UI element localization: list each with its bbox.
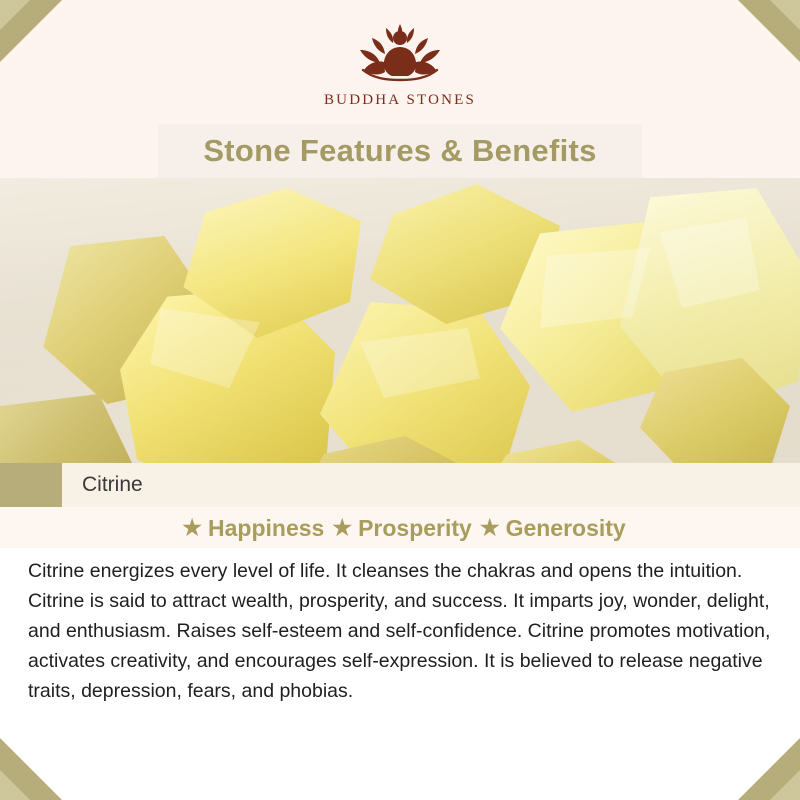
brand-header <box>0 18 800 109</box>
star-icon: ★ <box>182 515 202 540</box>
page-title: Stone Features & Benefits <box>203 133 597 168</box>
keyword-list <box>0 508 800 548</box>
name-bar-body <box>62 463 800 507</box>
keyword-label: Prosperity <box>358 514 472 541</box>
stone-name: Citrine <box>82 473 143 496</box>
stone-name-bar <box>0 463 800 507</box>
keyword-item <box>472 515 626 542</box>
keyword-item <box>324 515 472 542</box>
star-icon: ★ <box>479 515 500 540</box>
keyword-item <box>174 515 324 542</box>
name-bar-accent <box>0 463 62 507</box>
corner-decor-bottom-left-inner <box>0 770 30 800</box>
corner-decor-bottom-right-inner <box>770 770 800 800</box>
keyword-label: Happiness <box>208 514 325 541</box>
description-text: Citrine energizes every level of life. It cleanses the chakras and opens the intuition. Citrine is said to attract wealth, prosperity, and success. It imparts joy, wonder, delight, and enthusiasm. Raises self-esteem and self-confidence. Citrine promotes motivation, activates creativity, and encourages self-expression. It is believed to release negative traits, depression, fears, and phobias. <box>28 560 771 702</box>
star-icon: ★ <box>332 515 353 540</box>
lotus-meditation-icon <box>305 18 495 88</box>
section-title-band <box>158 124 642 178</box>
keyword-label: Generosity <box>505 514 626 541</box>
hero-image <box>0 178 800 463</box>
brand-name: BUDDHA STONES <box>323 92 477 108</box>
